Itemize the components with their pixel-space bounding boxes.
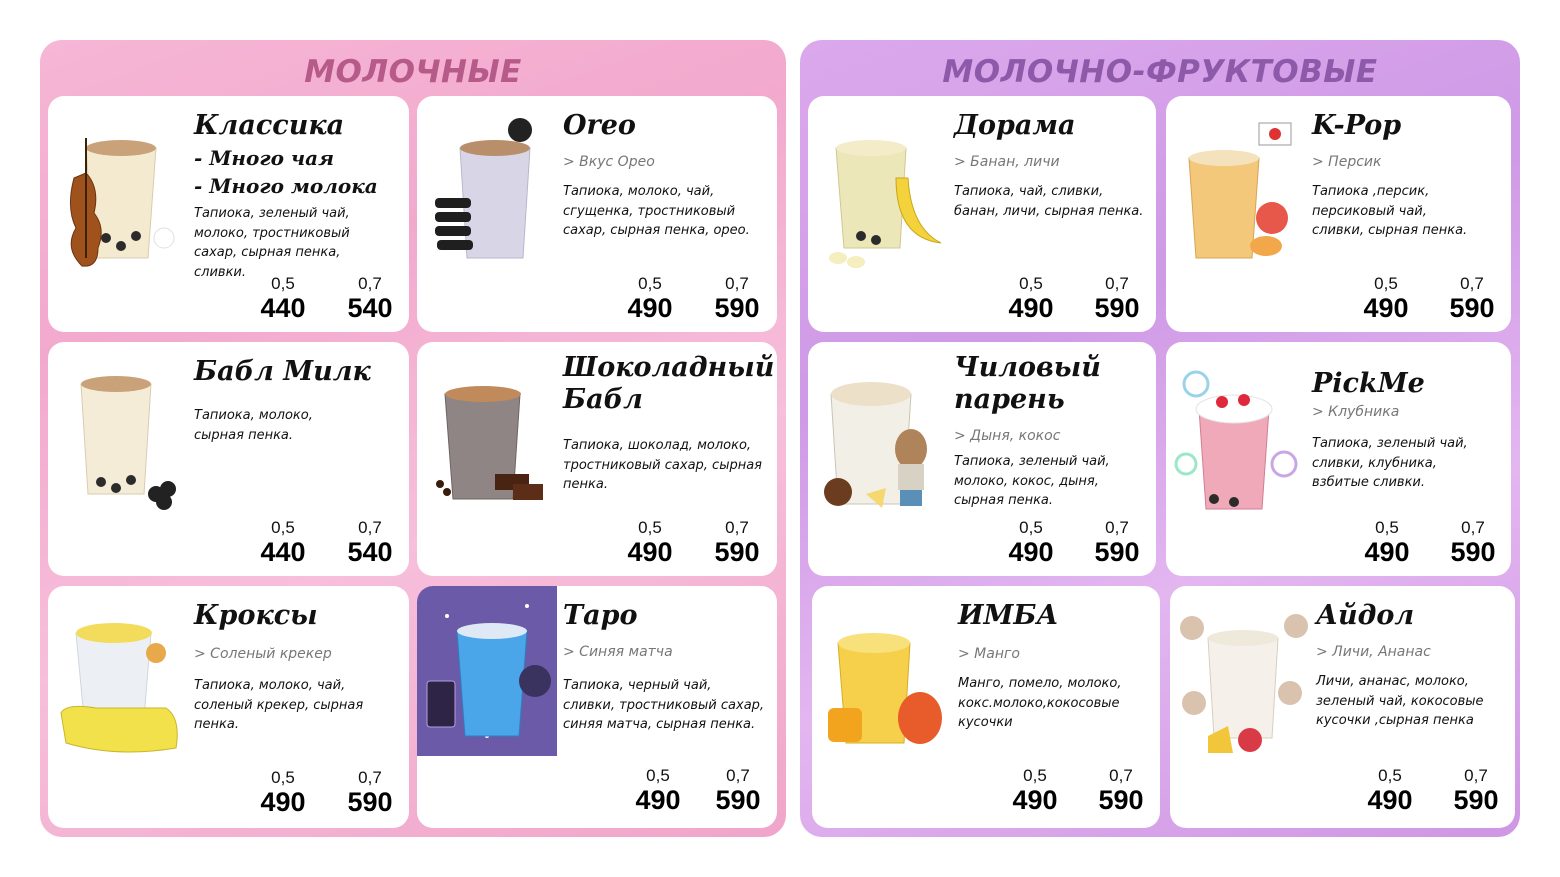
menu-card-kpop[interactable] <box>1166 96 1511 332</box>
price-value: 590 <box>714 293 760 323</box>
price-value: 590 <box>1453 785 1499 815</box>
product-name: Бабл Милк <box>194 356 371 387</box>
price-value: 490 <box>260 787 306 817</box>
option-list <box>194 144 401 200</box>
price-large <box>1082 518 1152 566</box>
price-large <box>1086 766 1156 814</box>
flavor-subtitle: > Персик <box>1312 154 1382 170</box>
price-small <box>1351 274 1421 322</box>
price-value: 490 <box>1363 293 1409 323</box>
flavor-subtitle: > Синяя матча <box>563 644 673 660</box>
menu-card-pickme[interactable] <box>1166 342 1511 576</box>
milk-fruit-section <box>800 40 1520 837</box>
chill-guy-drink-image <box>816 364 946 514</box>
volume-label: 0,5 <box>1019 518 1043 537</box>
volume-label: 0,5 <box>646 766 670 785</box>
crocs-drink-image <box>56 608 186 758</box>
product-name: Таро <box>563 600 638 631</box>
menu-card-bubble-milk[interactable] <box>48 342 409 576</box>
volume-label: 0,7 <box>358 768 382 787</box>
option-item: - Много молока <box>194 174 378 198</box>
price-small <box>248 274 318 322</box>
product-name: Чиловый парень <box>954 352 1101 416</box>
price-value: 490 <box>1367 785 1413 815</box>
chocolate-bubble-image <box>425 364 555 514</box>
menu-card-imba[interactable] <box>812 586 1160 828</box>
price-value: 590 <box>1098 785 1144 815</box>
price-large <box>1437 274 1507 322</box>
product-name: Айдол <box>1316 600 1415 631</box>
product-name: K-Pop <box>1312 110 1402 141</box>
option-item: - Много чая <box>194 146 335 170</box>
price-large <box>335 518 405 566</box>
volume-label: 0,7 <box>725 518 749 537</box>
volume-label: 0,5 <box>271 518 295 537</box>
volume-label: 0,7 <box>1460 274 1484 293</box>
flavor-subtitle: > Манго <box>958 646 1020 662</box>
menu-card-idol[interactable] <box>1170 586 1515 828</box>
price-value: 490 <box>1364 537 1410 567</box>
ingredients: Тапиока, зеленый чай, молоко, кокос, дыня, сырная пенка. <box>954 454 1110 508</box>
menu-card-oreo[interactable] <box>417 96 777 332</box>
volume-label: 0,7 <box>1109 766 1133 785</box>
oreo-drink-image <box>425 118 555 268</box>
ingredients: Тапиока, чай, сливки, банан, личи, сырная пенка. <box>954 184 1144 219</box>
product-name: Классика <box>194 110 345 141</box>
price-small <box>1355 766 1425 814</box>
price-small <box>1000 766 1070 814</box>
banana-drink-image <box>816 118 946 268</box>
section-title: МОЛОЧНО-ФРУКТОВЫЕ <box>942 54 1378 90</box>
price-small <box>1352 518 1422 566</box>
mango-drink-image <box>820 608 950 758</box>
volume-label: 0,7 <box>1461 518 1485 537</box>
price-large <box>702 274 772 322</box>
flavor-subtitle: > Соленый крекер <box>194 646 332 662</box>
price-value: 590 <box>1094 293 1140 323</box>
price-small <box>996 518 1066 566</box>
price-large <box>335 274 405 322</box>
price-large <box>1441 766 1511 814</box>
flavor-subtitle: > Банан, личи <box>954 154 1060 170</box>
menu-card-chill-guy[interactable] <box>808 342 1156 576</box>
price-value: 590 <box>715 785 761 815</box>
flavor-subtitle: > Вкус Орео <box>563 154 655 170</box>
price-value: 590 <box>714 537 760 567</box>
strawberry-drink-image <box>1174 364 1304 514</box>
menu-card-klassika[interactable] <box>48 96 409 332</box>
product-name: PickMe <box>1312 368 1425 399</box>
peach-drink-image <box>1174 118 1304 268</box>
price-large <box>1082 274 1152 322</box>
milk-section <box>40 40 786 837</box>
taro-drink-image <box>417 586 557 756</box>
price-value: 490 <box>627 537 673 567</box>
ingredients: Тапиока, черный чай, сливки, тростниковый сахар, синяя матча, сырная пенка. <box>563 678 765 732</box>
price-value: 490 <box>1008 293 1054 323</box>
volume-label: 0,7 <box>358 518 382 537</box>
bubble-milk-image <box>56 364 186 514</box>
product-name: ИМБА <box>958 600 1059 631</box>
price-value: 590 <box>1449 293 1495 323</box>
menu-card-crocs[interactable] <box>48 586 409 828</box>
price-large <box>703 766 773 814</box>
ingredients: Манго, помело, молоко, кокс.молоко,кокосовые кусочки <box>958 676 1122 730</box>
ingredients: Тапиока, молоко, чай, соленый крекер, сырная пенка. <box>194 678 364 732</box>
volume-label: 0,7 <box>358 274 382 293</box>
volume-label: 0,5 <box>1378 766 1402 785</box>
product-name: Oreo <box>563 110 636 141</box>
price-large <box>1438 518 1508 566</box>
product-name: Кроксы <box>194 600 318 631</box>
volume-label: 0,7 <box>726 766 750 785</box>
price-large <box>702 518 772 566</box>
ingredients: Тапиока ,персик, персиковый чай, сливки, сырная пенка. <box>1312 184 1468 238</box>
volume-label: 0,5 <box>271 274 295 293</box>
price-small <box>615 518 685 566</box>
volume-label: 0,7 <box>1105 518 1129 537</box>
volume-label: 0,5 <box>638 518 662 537</box>
price-value: 590 <box>1450 537 1496 567</box>
price-value: 490 <box>1008 537 1054 567</box>
volume-label: 0,5 <box>271 768 295 787</box>
price-value: 540 <box>347 537 393 567</box>
flavor-subtitle: > Клубника <box>1312 404 1400 420</box>
price-small <box>996 274 1066 322</box>
menu-card-dorama[interactable] <box>808 96 1156 332</box>
ingredients: Тапиока, зеленый чай, сливки, клубника, взбитые сливки. <box>1312 436 1468 490</box>
volume-label: 0,5 <box>638 274 662 293</box>
price-value: 490 <box>627 293 673 323</box>
volume-label: 0,5 <box>1374 274 1398 293</box>
flavor-subtitle: > Дыня, кокос <box>954 428 1061 444</box>
volume-label: 0,7 <box>725 274 749 293</box>
price-value: 440 <box>260 537 306 567</box>
price-value: 490 <box>635 785 681 815</box>
price-large <box>335 768 405 816</box>
ingredients: Тапиока, молоко, чай, сгущенка, тростниковый сахар, сырная пенка, орео. <box>563 184 750 238</box>
volume-label: 0,7 <box>1464 766 1488 785</box>
volume-label: 0,5 <box>1019 274 1043 293</box>
price-small <box>248 768 318 816</box>
price-small <box>248 518 318 566</box>
menu-card-taro[interactable] <box>417 586 777 828</box>
ingredients: Тапиока, шоколад, молоко, тростниковый сахар, сырная пенка. <box>563 438 762 492</box>
volume-label: 0,5 <box>1023 766 1047 785</box>
flavor-subtitle: > Личи, Ананас <box>1316 644 1431 660</box>
price-value: 440 <box>260 293 306 323</box>
price-value: 590 <box>1094 537 1140 567</box>
product-name: Дорама <box>954 110 1076 141</box>
section-title: МОЛОЧНЫЕ <box>304 54 522 90</box>
volume-label: 0,5 <box>1375 518 1399 537</box>
ingredients: Личи, ананас, молоко, зеленый чай, кокосовые кусочки ,сырная пенка <box>1316 674 1484 728</box>
price-small <box>615 274 685 322</box>
volume-label: 0,7 <box>1105 274 1129 293</box>
product-name: Шоколадный Бабл <box>563 352 775 416</box>
price-value: 490 <box>1012 785 1058 815</box>
menu-card-chocolate-bubble[interactable] <box>417 342 777 576</box>
price-value: 590 <box>347 787 393 817</box>
ingredients: Тапиока, зеленый чай, молоко, тростниковый сахар, сырная пенка, сливки. <box>194 206 350 280</box>
price-small <box>623 766 693 814</box>
ingredients: Тапиока, молоко, сырная пенка. <box>194 408 313 443</box>
price-value: 540 <box>347 293 393 323</box>
classic-tea-violin-image <box>56 118 186 268</box>
lychee-pineapple-drink-image <box>1178 608 1308 758</box>
